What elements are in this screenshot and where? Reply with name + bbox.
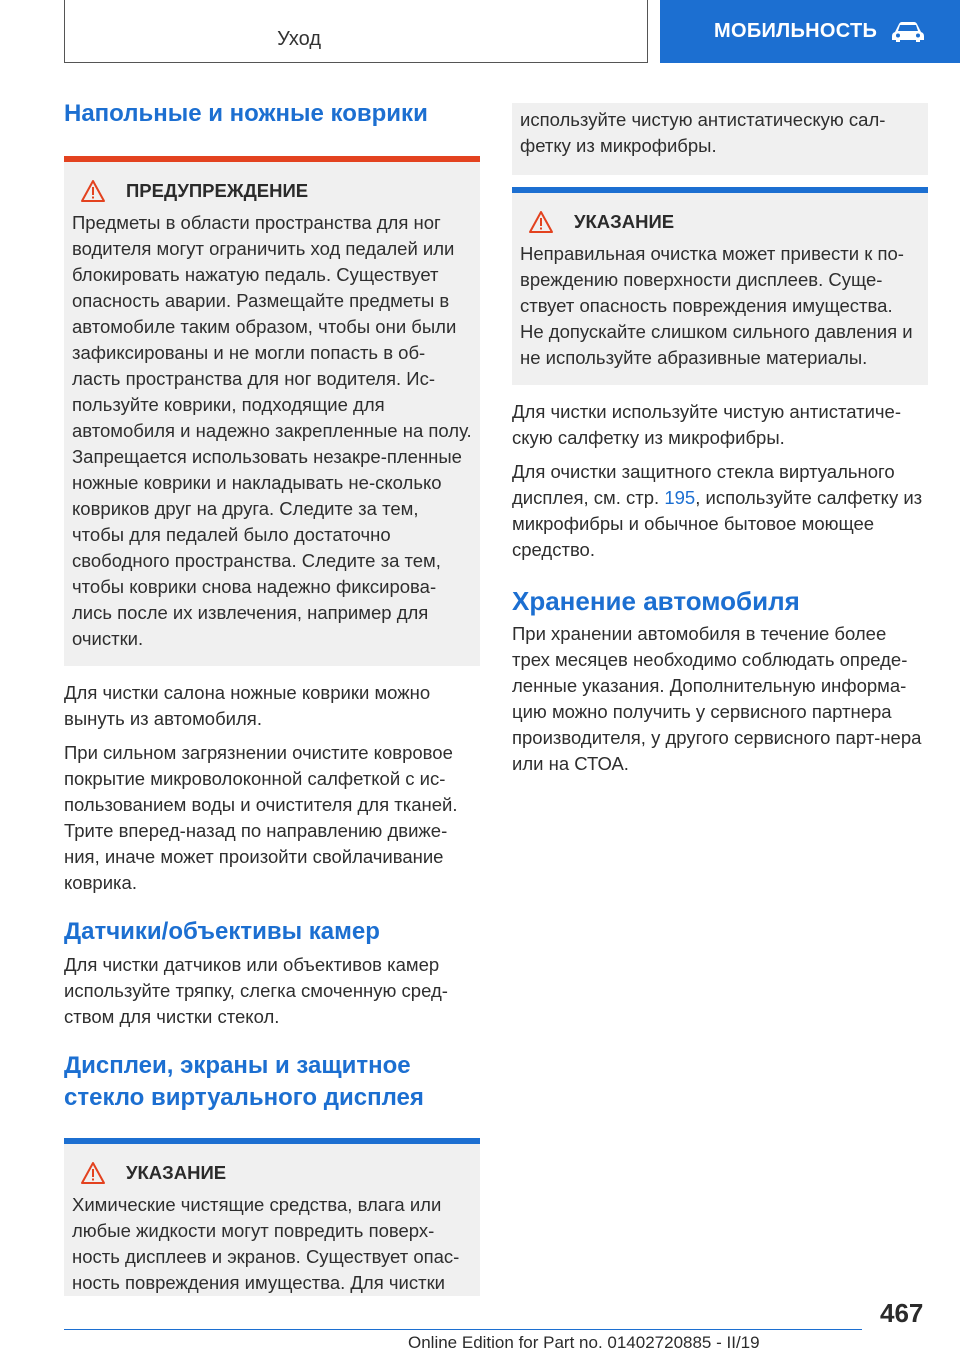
paragraph-storage: При хранении автомобиля в течение более трех месяцев необходимо соблюдать опреде-ленные указания. Дополнительную информа-цию можно получить у сервисного партнера производителя, у другого сервисного парт-нера или на СТОА.	[512, 623, 922, 774]
paragraph-sensors: Для чистки датчиков или объективов камер используйте тряпку, слегка смоченную сред-ством для чистки стекол.	[64, 954, 448, 1027]
paragraph-remove-mats: Для чистки салона ножные коврики можно вынуть из автомобиля.	[64, 682, 431, 729]
warning-text: Предметы в области пространства для ног водителя могут ограничить ход педалей или блокировать нажатую педаль. Существует опасность аварии. Размещайте предметы в автомобиле таким образом, чтобы они были зафиксированы и не могли попасть в об-ласть пространства для ног водителя. Ис-пользуйте коврики, подходящие для автомобиля и надежно закрепленные на полу. Запрещается использовать незакре-пленные ножные коврики и накладывать не-сколько ковриков друг на друга. Следите за тем, чтобы для педалей было достаточно свободного пространства. Следите за тем, чтобы коврики снова надежно фиксирова-лись после их извлечения, например для очистки.	[72, 212, 472, 649]
warning-triangle-icon	[80, 179, 106, 203]
heading-displays: Дисплеи, экраны и защитное стекло виртуального дисплея	[64, 1052, 424, 1111]
notice-box	[64, 1138, 480, 1296]
footer-edition: Online Edition for Part no. 01402720885 - II/19	[408, 1333, 760, 1352]
page-link-195[interactable]: 195	[664, 487, 696, 508]
heading-storage: Хранение автомобиля	[512, 586, 800, 616]
notice-2-text: Неправильная очистка может привести к по-вреждению поверхности дисплеев. Суще-ствует опасность повреждения имущества. Не допускайте слишком сильного давления и не используйте абразивные материалы.	[520, 243, 913, 368]
header-frame	[64, 0, 648, 63]
warning-box-title: ПРЕДУПРЕЖДЕНИЕ	[72, 178, 472, 204]
left-column	[64, 98, 480, 1296]
heading-floor-mats: Напольные и ножные коврики	[64, 100, 428, 127]
warning-box	[64, 156, 480, 666]
header-section-title: Уход	[277, 28, 321, 50]
notice-box-2-title: УКАЗАНИЕ	[520, 209, 920, 235]
right-column	[512, 103, 928, 777]
paragraph-heavy-soiling: При сильном загрязнении очистите ковровое покрытие микроволоконной салфеткой с ис-пользованием воды и очистителя для тканей. Трите вперед-назад по направлению движе-ния, иначе может произойти свойлачивание коврика.	[64, 742, 458, 893]
page-number: 467	[880, 1298, 924, 1328]
heading-sensors: Датчики/объективы камер	[64, 918, 380, 945]
notice-text: Химические чистящие средства, влага или любые жидкости могут повредить поверх-ность дисплеев и экранов. Существует опас-ность повреждения имущества. Для чистки	[72, 1194, 460, 1293]
notice-continued-text: используйте чистую антистатическую сал-фетку из микрофибры.	[520, 109, 886, 156]
footer-divider	[64, 1329, 862, 1330]
notice-box-2	[512, 187, 928, 385]
paragraph-antistatic: Для чистки используйте чистую антистатиче-скую салфетку из микрофибры.	[512, 401, 901, 448]
notice-box-continued	[512, 103, 928, 175]
header-chapter-tab[interactable]	[660, 0, 960, 63]
car-icon	[891, 21, 925, 43]
notice-triangle-icon	[80, 1161, 106, 1185]
notice-triangle-icon	[528, 210, 554, 234]
notice-box-title: УКАЗАНИЕ	[72, 1160, 472, 1186]
chapter-title: МОБИЛЬНОСТЬ	[714, 20, 878, 42]
paragraph-virtual-display: Для очистки защитного стекла виртуального дисплея, см. стр. 195, используйте салфетку из микрофибры и обычное бытовое моющее средство.	[512, 461, 923, 560]
